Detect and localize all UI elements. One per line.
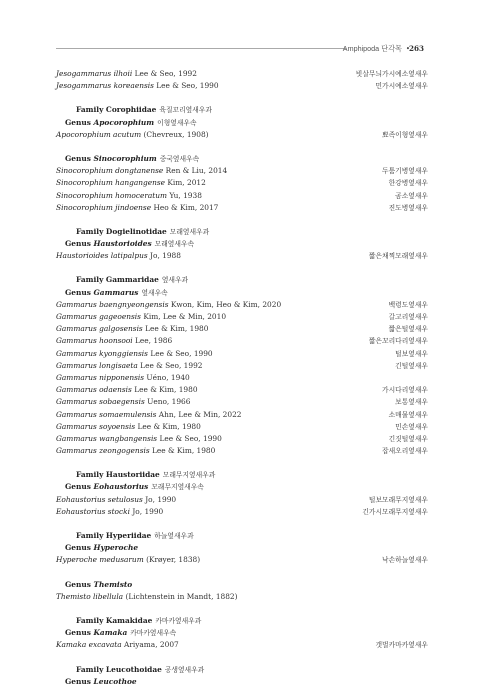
genus-name: Themisto — [93, 579, 133, 589]
species-authority: (Krøyer, 1838) — [146, 555, 201, 565]
species-row — [56, 202, 428, 214]
species-authority: Lee & Seo, 1992 — [134, 69, 197, 78]
species-name: Gammarus wangbangensis — [56, 433, 158, 443]
genus-prefix: Genus — [65, 117, 91, 127]
family-name: Family Gammaridae — [76, 275, 159, 285]
family-name: Family Kamakidae — [76, 615, 153, 625]
species-checklist — [56, 68, 428, 688]
species-korean-name: 낙손하늘옆새우 — [382, 556, 428, 565]
species-name: Gammarus kyonggiensis — [56, 348, 148, 358]
species-authority: Lee & Kim, 1980 — [145, 324, 209, 334]
species-korean-name: 털보옆새우 — [395, 349, 428, 358]
species-row — [56, 421, 428, 433]
genus-korean-name: 모래옆새우속 — [154, 240, 195, 249]
species-row — [56, 372, 428, 384]
section-spacer — [56, 518, 428, 530]
genus-name: Apocorophium — [93, 117, 155, 127]
species-name: Gammarus galgosensis — [56, 324, 143, 334]
genus-korean-name: 모래무지옆새우속 — [151, 483, 204, 492]
species-row — [56, 129, 428, 141]
family-heading — [56, 274, 428, 286]
family-heading — [56, 615, 428, 627]
species-name: Sinocorophium homoceratum — [56, 190, 168, 200]
species-name: Eohaustorius setulosus — [56, 494, 143, 504]
species-row — [56, 311, 428, 323]
species-authority: Lee & Seo, 1990 — [150, 348, 213, 358]
species-korean-name: 보통옆새우 — [395, 398, 428, 407]
species-name: Gammarus baengnyeongensis — [56, 299, 169, 309]
species-korean-name: 백령도옆새우 — [388, 300, 428, 309]
genus-name: Sinocorophium — [93, 153, 157, 163]
species-authority: Yu, 1938 — [169, 190, 202, 200]
species-korean-name: 짧은채찍모래옆새우 — [368, 252, 428, 261]
species-authority: Lee & Kim, 1980 — [134, 385, 198, 395]
species-row — [56, 384, 428, 396]
species-authority: Heo & Kim, 2017 — [153, 202, 219, 212]
family-name: Family Haustoriidae — [76, 470, 160, 480]
species-korean-name: 잡새오리옆새우 — [382, 447, 428, 456]
species-name: Gammarus gageoensis — [56, 312, 141, 321]
species-authority: Lee & Seo, 1990 — [159, 433, 222, 443]
genus-prefix: Genus — [65, 543, 91, 553]
species-authority: Ahn, Lee & Min, 2022 — [158, 409, 242, 419]
species-name: Gammarus hoonsooi — [56, 336, 133, 346]
species-authority: Lee & Kim, 1980 — [137, 421, 201, 431]
species-name: Gammarus sobaegensis — [56, 397, 145, 407]
species-authority: Jo, 1988 — [150, 251, 181, 261]
species-name: Gammarus somaemulensis — [56, 409, 157, 419]
family-korean-name: 카마카옆새우과 — [155, 616, 202, 625]
genus-name: Leucothoe — [93, 676, 137, 686]
genus-heading — [56, 676, 428, 688]
header-rule — [56, 48, 346, 49]
species-authority: Kim, 2012 — [167, 178, 206, 188]
species-name: Hyperoche medusarum — [56, 555, 144, 565]
species-row — [56, 396, 428, 408]
species-row — [56, 494, 428, 506]
genus-prefix: Genus — [65, 482, 91, 492]
species-korean-name: 긴털옆새우 — [395, 361, 428, 370]
species-row — [56, 80, 428, 92]
genus-prefix: Genus — [65, 239, 91, 249]
species-name: Sinocorophium dongtanense — [56, 166, 164, 176]
species-row — [56, 165, 428, 177]
species-row — [56, 554, 428, 566]
species-row — [56, 250, 428, 262]
species-authority: Ren & Liu, 2014 — [165, 166, 228, 176]
genus-korean-name: 카마카옆새우속 — [130, 629, 177, 638]
species-row — [56, 433, 428, 445]
section-spacer — [56, 457, 428, 469]
genus-name: Kamaka — [93, 628, 128, 638]
species-korean-name: 털보모래무지옆새우 — [368, 495, 428, 504]
family-heading — [56, 664, 428, 676]
species-korean-name: 빗살무늬가시예소옆새우 — [355, 70, 428, 78]
section-spacer — [56, 262, 428, 274]
section-spacer — [56, 567, 428, 579]
genus-heading — [56, 287, 428, 299]
species-row — [56, 68, 428, 80]
species-name: Gammarus nipponensis — [56, 372, 145, 382]
section-spacer — [56, 603, 428, 615]
species-name: Gammarus longisaeta — [56, 360, 138, 370]
genus-name: Gammarus — [93, 287, 139, 297]
family-heading — [56, 104, 428, 116]
species-row — [56, 335, 428, 347]
species-korean-name: 짧은털옆새우 — [388, 325, 428, 334]
family-korean-name: 옆새우과 — [161, 276, 189, 285]
species-authority: Lee & Kim, 1980 — [152, 446, 216, 456]
genus-korean-name: 옆새우속 — [141, 288, 168, 297]
section-spacer — [56, 92, 428, 104]
genus-name: Hyperoche — [93, 543, 139, 553]
species-name: Jesogammarus koreaensis — [56, 81, 154, 91]
species-authority: Lee, 1986 — [135, 336, 173, 346]
species-name: Jesogammarus ilhoii — [56, 69, 133, 78]
genus-prefix: Genus — [65, 287, 91, 297]
species-name: Gammarus zeongogensis — [56, 446, 150, 456]
genus-prefix: Genus — [65, 579, 91, 589]
genus-heading — [56, 542, 428, 554]
species-authority: Ueno, 1966 — [147, 397, 191, 407]
species-name: Sinocorophium jindoense — [56, 202, 152, 212]
species-korean-name: 한강병옆새우 — [388, 179, 428, 188]
family-name: Family Corophiidae — [76, 105, 157, 115]
species-authority: (Chevreux, 1908) — [143, 129, 209, 139]
genus-heading — [56, 153, 428, 165]
family-heading — [56, 530, 428, 542]
section-spacer — [56, 652, 428, 664]
species-row — [56, 639, 428, 651]
species-name: Apocorophium acutum — [56, 129, 142, 139]
species-korean-name: 진도병옆새우 — [388, 203, 428, 212]
section-spacer — [56, 141, 428, 153]
section-spacer — [56, 214, 428, 226]
family-korean-name: 공생옆새우과 — [164, 665, 205, 674]
species-row — [56, 323, 428, 335]
species-name: Gammarus soyoensis — [56, 421, 136, 431]
species-korean-name: 소매물옆새우 — [388, 410, 428, 419]
species-authority: (Lichtenstein in Mandt, 1882) — [125, 591, 238, 601]
species-authority: Kwon, Kim, Heo & Kim, 2020 — [170, 299, 282, 309]
species-name: Themisto libellula — [56, 591, 124, 601]
species-authority: Lee & Seo, 1992 — [140, 360, 203, 370]
species-row — [56, 190, 428, 202]
species-korean-name: 민손옆새우 — [395, 422, 428, 431]
species-korean-name: 곰소옆새우 — [395, 191, 428, 200]
species-korean-name: 긴가시모래무지옆새우 — [362, 507, 428, 516]
species-korean-name: 갈고리옆새우 — [388, 313, 428, 321]
running-title: Amphipoda 단각목 — [342, 44, 402, 53]
species-row — [56, 299, 428, 311]
species-row — [56, 506, 428, 518]
species-authority: Lee & Seo, 1990 — [156, 81, 219, 91]
species-korean-name: 민가시예소옆새우 — [375, 82, 428, 91]
page-number: 263 — [408, 44, 424, 53]
species-name: Gammarus odaensis — [56, 385, 132, 395]
genus-korean-name: 이형옆새우속 — [157, 118, 197, 127]
running-header — [56, 43, 424, 55]
species-row — [56, 177, 428, 189]
species-row — [56, 445, 428, 457]
family-korean-name: 육질꼬리옆새우과 — [159, 106, 212, 115]
genus-heading — [56, 627, 428, 639]
family-name: Family Hyperiidae — [76, 531, 152, 540]
species-korean-name: 갯벌카마카옆새우 — [375, 641, 428, 650]
species-authority: Jo, 1990 — [145, 494, 177, 504]
genus-name: Haustorioides — [93, 239, 152, 249]
genus-korean-name: 중국옆새우속 — [159, 154, 200, 163]
genus-prefix: Genus — [65, 628, 91, 638]
header-bullet: • — [405, 45, 410, 53]
species-authority: Jo, 1990 — [132, 506, 164, 516]
family-heading — [56, 226, 428, 238]
species-authority: Kim, Lee & Min, 2010 — [143, 312, 227, 321]
species-authority: Ariyama, 2007 — [123, 640, 179, 650]
species-name: Eohaustorius stocki — [56, 506, 130, 516]
genus-name: Eohaustorius — [93, 482, 149, 492]
species-korean-name: 가시다리옆새우 — [382, 386, 428, 395]
family-name: Family Leucothoidae — [76, 664, 162, 674]
genus-heading — [56, 238, 428, 250]
genus-heading — [56, 481, 428, 493]
genus-prefix: Genus — [65, 153, 91, 163]
species-row — [56, 591, 428, 603]
species-authority: Uéno, 1940 — [146, 372, 190, 382]
species-korean-name: 두툼기병옆새우 — [382, 167, 428, 176]
species-korean-name: 짧은꼬리다리옆새우 — [368, 337, 428, 346]
species-name: Sinocorophium hangangense — [56, 178, 166, 188]
family-name: Family Dogielinotidae — [76, 226, 167, 236]
family-heading — [56, 469, 428, 481]
family-korean-name: 하늘옆새우과 — [154, 532, 194, 540]
genus-prefix: Genus — [65, 676, 91, 686]
family-korean-name: 모래옆새우과 — [169, 227, 210, 236]
species-name: Kamaka excavata — [56, 640, 122, 650]
species-row — [56, 348, 428, 360]
genus-heading — [56, 117, 428, 129]
species-korean-name: 뾰족이형옆새우 — [382, 130, 428, 139]
family-korean-name: 모래무지옆새우과 — [162, 471, 216, 480]
species-name: Haustorioides latipalpus — [56, 251, 148, 261]
genus-heading — [56, 579, 428, 591]
species-korean-name: 긴짓털옆새우 — [388, 434, 428, 443]
species-row — [56, 409, 428, 421]
species-row — [56, 360, 428, 372]
